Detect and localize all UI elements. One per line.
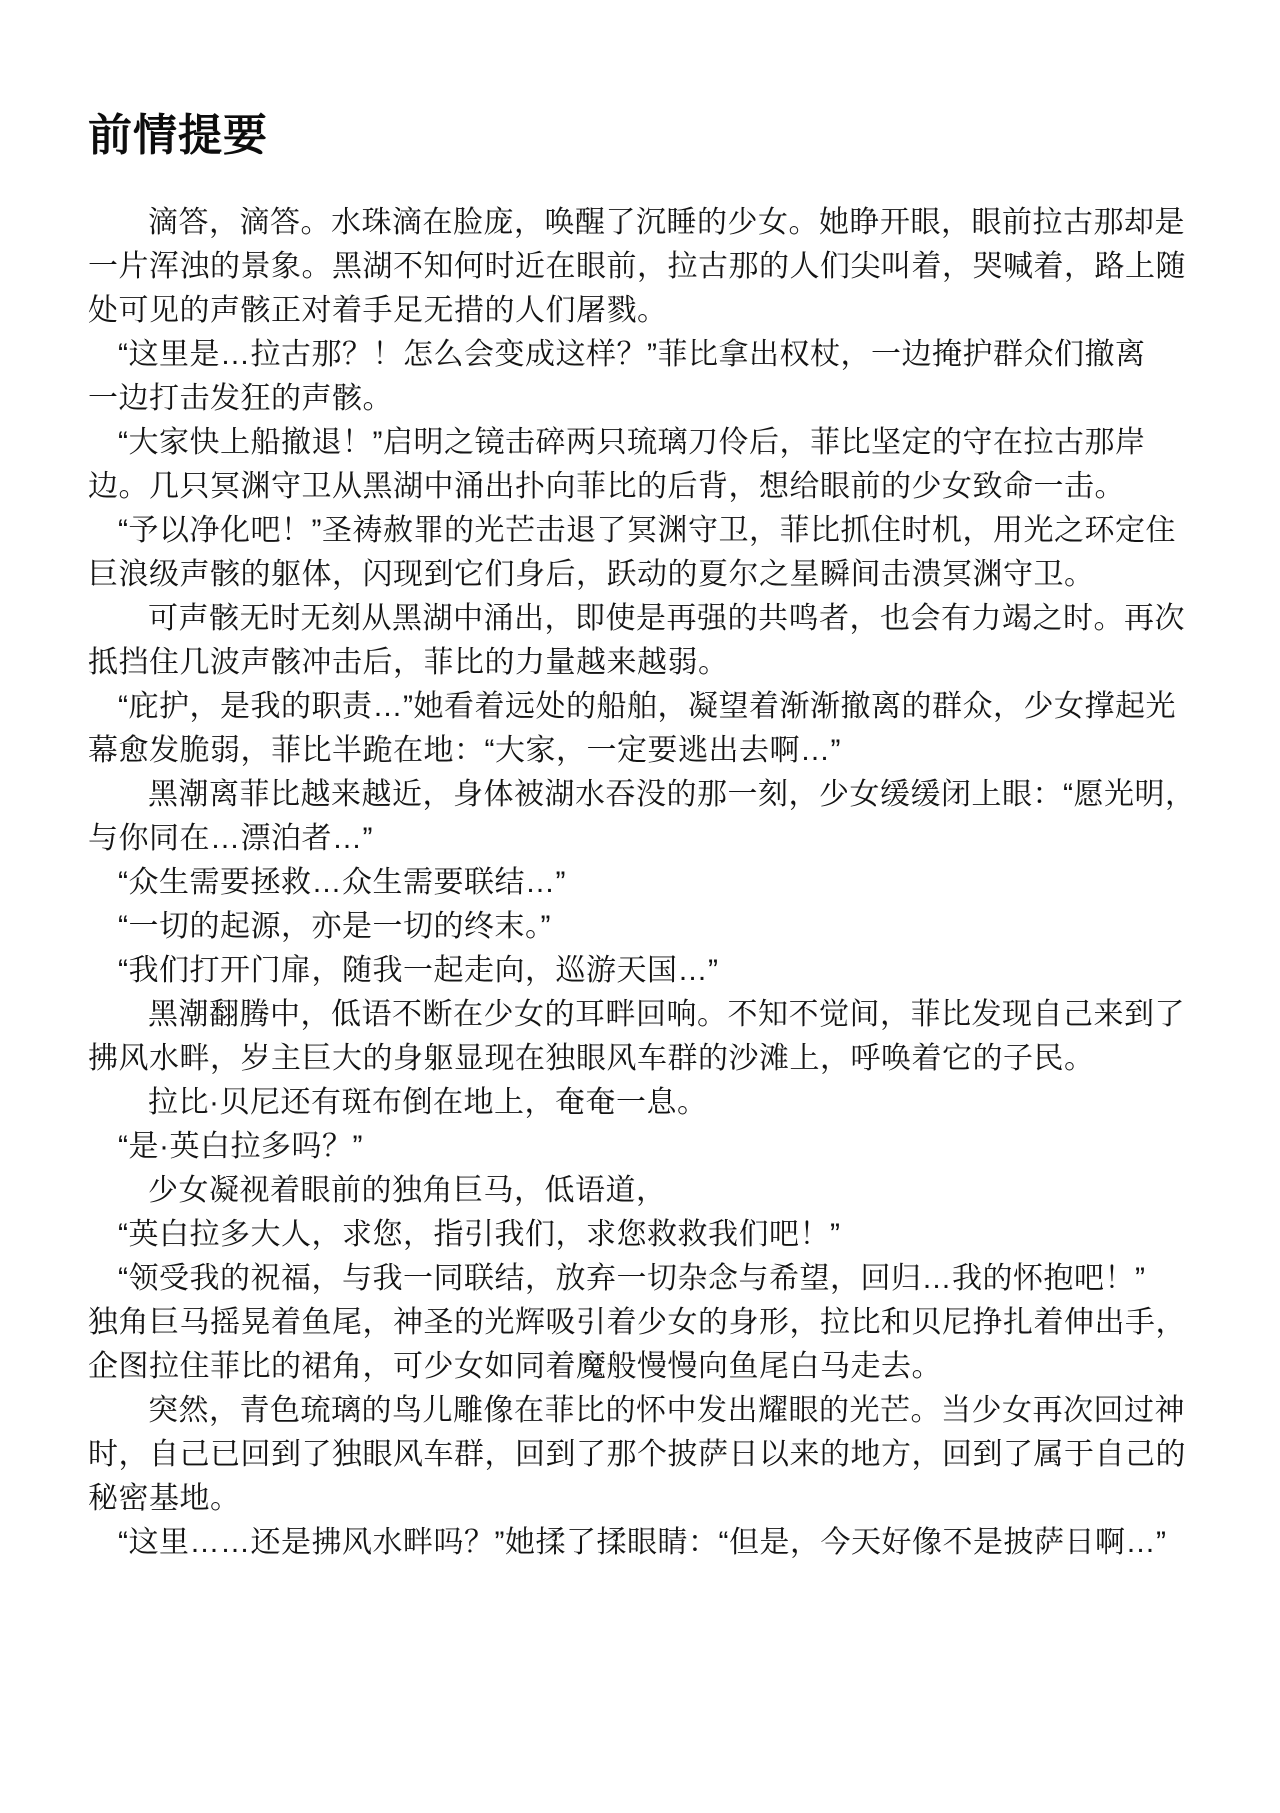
- text-line: 幕愈发脆弱，菲比半跪在地：“大家，一定要逃出去啊…”: [88, 734, 841, 767]
- text-line: 边。几只冥渊守卫从黑湖中涌出扑向菲比的后背，想给眼前的少女致命一击。: [88, 470, 1125, 503]
- text-line: “一切的起源，亦是一切的终末。”: [118, 910, 551, 943]
- text-line: 黑潮离菲比越来越近，身体被湖水吞没的那一刻，少女缓缓闭上眼：“愿光明，: [148, 778, 1196, 811]
- text-line: “领受我的祝福，与我一同联结，放弃一切杂念与希望，回归…我的怀抱吧！”: [118, 1262, 1146, 1295]
- story-body: [88, 201, 1200, 1565]
- page-title: 前情提要: [88, 111, 268, 160]
- text-line: 拉比·贝尼还有斑布倒在地上，奄奄一息。: [148, 1086, 708, 1119]
- text-line: “英白拉多大人，求您，指引我们，求您救救我们吧！”: [118, 1218, 841, 1251]
- text-line: 企图拉住菲比的裙角，可少女如同着魔般慢慢向鱼尾白马走去。: [88, 1350, 942, 1383]
- text-line: 时，自己已回到了独眼风车群，回到了那个披萨日以来的地方，回到了属于自己的: [88, 1438, 1186, 1471]
- text-line: “这里……还是拂风水畔吗？”她揉了揉眼睛：“但是，今天好像不是披萨日啊…”: [118, 1526, 1167, 1559]
- text-line: 独角巨马摇晃着鱼尾，神圣的光辉吸引着少女的身形，拉比和贝尼挣扎着伸出手，: [88, 1306, 1186, 1339]
- text-line: 处可见的声骸正对着手足无措的人们屠戮。: [88, 294, 668, 327]
- text-line: “大家快上船撤退！”启明之镜击碎两只琉璃刀伶后，菲比坚定的守在拉古那岸: [118, 426, 1146, 459]
- text-line: 少女凝视着眼前的独角巨马，低语道，: [148, 1174, 667, 1207]
- text-line: “这里是…拉古那？！怎么会变成这样？”菲比拿出权杖，一边掩护群众们撤离: [118, 338, 1146, 371]
- text-line: “是·英白拉多吗？”: [118, 1130, 363, 1163]
- text-line: 与你同在…漂泊者…”: [88, 822, 373, 855]
- text-line: “予以净化吧！”圣祷赦罪的光芒击退了冥渊守卫，菲比抓住时机，用光之环定住: [118, 514, 1176, 547]
- text-line: 巨浪级声骸的躯体，闪现到它们身后，跃动的夏尔之星瞬间击溃冥渊守卫。: [88, 558, 1095, 591]
- text-line: “众生需要拯救…众生需要联结…”: [118, 866, 566, 899]
- text-line: 一边打击发狂的声骸。: [88, 382, 393, 415]
- text-line: 抵挡住几波声骸冲击后，菲比的力量越来越弱。: [88, 646, 729, 679]
- text-line: 一片浑浊的景象。黑湖不知何时近在眼前，拉古那的人们尖叫着，哭喊着，路上随: [88, 250, 1186, 283]
- text-line: 黑潮翻腾中，低语不断在少女的耳畔回响。不知不觉间，菲比发现自己来到了: [148, 998, 1185, 1031]
- text-line: 秘密基地。: [88, 1482, 241, 1515]
- text-line: “庇护，是我的职责…”她看着远处的船舶，凝望着渐渐撤离的群众，少女撑起光: [118, 690, 1176, 723]
- text-line: 滴答，滴答。水珠滴在脸庞，唤醒了沉睡的少女。她睁开眼，眼前拉古那却是: [148, 206, 1185, 239]
- text-line: 可声骸无时无刻从黑湖中涌出，即使是再强的共鸣者，也会有力竭之时。再次: [148, 602, 1185, 635]
- text-line: 拂风水畔，岁主巨大的身躯显现在独眼风车群的沙滩上，呼唤着它的子民。: [88, 1042, 1095, 1075]
- text-line: “我们打开门扉，随我一起走向，巡游天国…”: [118, 954, 719, 987]
- text-line: 突然，青色琉璃的鸟儿雕像在菲比的怀中发出耀眼的光芒。当少女再次回过神: [148, 1394, 1185, 1427]
